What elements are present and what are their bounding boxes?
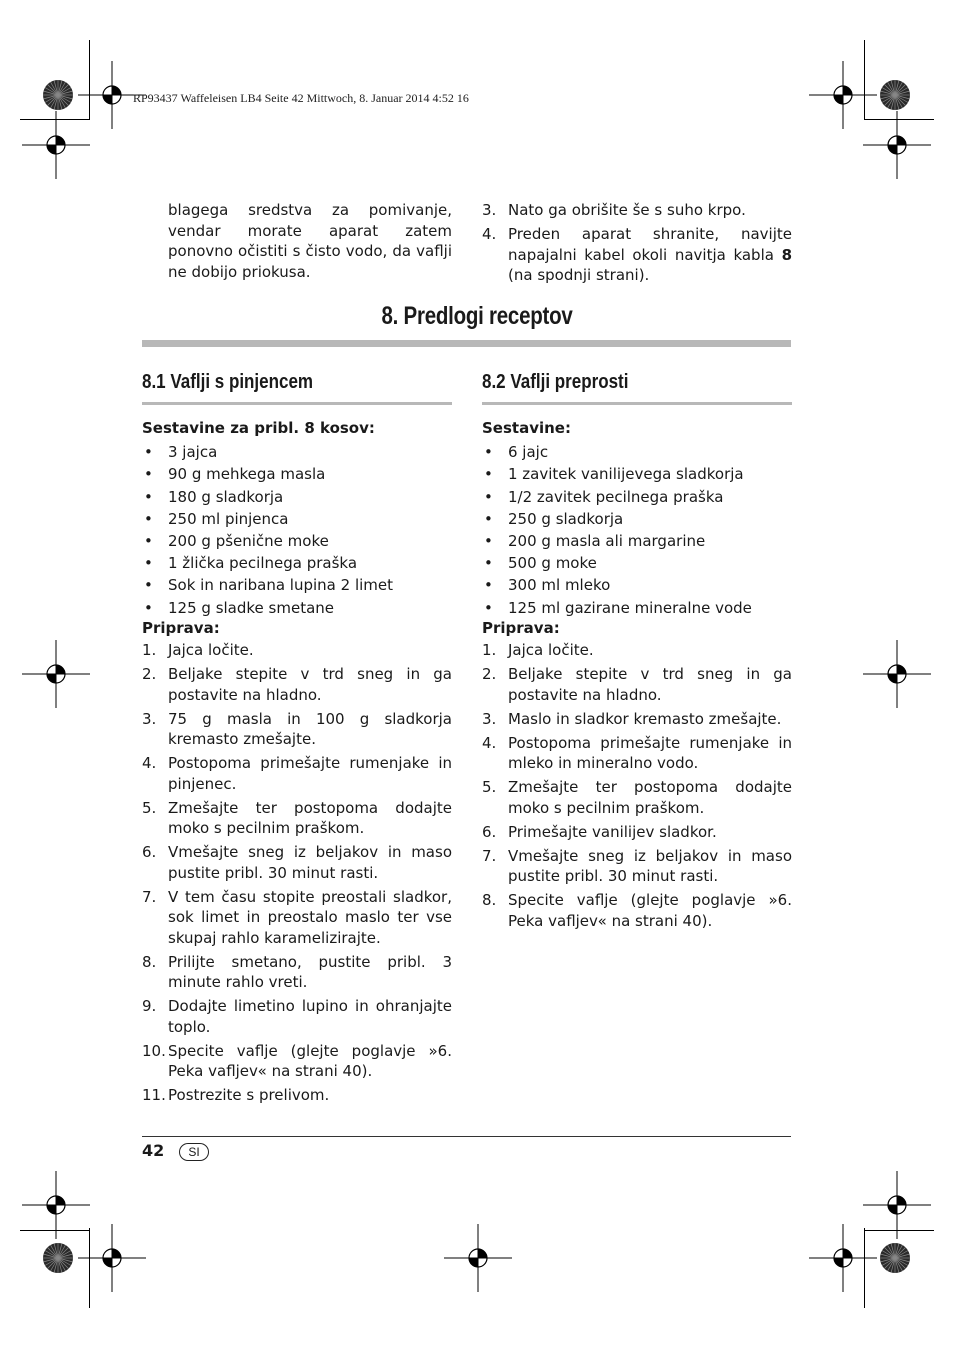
section-right-body: [482, 417, 792, 641]
color-starburst-icon: [879, 1242, 911, 1274]
step-item: 2. Beljake stepite v trd sneg in ga postavite na hladno.: [482, 665, 792, 704]
ingredient-item: • 90 g mehkega masla: [142, 463, 452, 485]
intro-step: 4. Preden aparat shranite, navijte napajalni kabel okoli navitja kabla 8 (na spodnji strani).: [482, 225, 792, 284]
ingredients-list: [142, 441, 452, 619]
ingredient-item: • 250 g sladkorja: [482, 508, 792, 530]
ingredient-item: • 300 ml mleko: [482, 574, 792, 596]
ingredients-heading: Sestavine:: [482, 419, 571, 437]
section-rule-right: [482, 402, 792, 405]
ingredient-item: • 250 ml pinjenca: [142, 508, 452, 530]
step-item: 10. Specite vaflje (glejte poglavje »6. Peka vafljev« na strani 40).: [142, 1041, 452, 1080]
ingredient-item: • 3 jajca: [142, 441, 452, 463]
ingredient-item: • 125 g sladke smetane: [142, 597, 452, 619]
step-item: 6. Vmešajte sneg iz beljakov in maso pustite pribl. 30 minut rasti.: [142, 843, 452, 882]
color-starburst-icon: [879, 79, 911, 111]
step-item: 1. Jajca ločite.: [142, 641, 254, 659]
step-item: 3. Maslo in sladkor kremasto zmešajte.: [482, 709, 782, 728]
print-header: RP93437 Waffeleisen LB4 Seite 42 Mittwoch, 8. Januar 2014 4:52 16: [133, 91, 469, 105]
bullet-icon: •: [144, 576, 153, 595]
registration-crosshair-icon: [22, 640, 90, 708]
bullet-icon: •: [484, 554, 493, 573]
step-item: 8. Specite vaflje (glejte poglavje »6. Peka vafljev« na strani 40).: [482, 891, 792, 930]
prep-heading: Priprava:: [142, 618, 220, 637]
registration-crosshair-icon: [809, 1224, 877, 1292]
prep-heading: Priprava:: [482, 618, 560, 637]
color-starburst-icon: [42, 79, 74, 111]
bullet-icon: •: [144, 487, 153, 506]
ingredient-item: • 1/2 zavitek pecilnega praška: [482, 486, 792, 508]
section-rule-left: [142, 402, 452, 405]
section-right-steps: [482, 640, 792, 935]
bullet-icon: •: [484, 576, 493, 595]
color-starburst-icon: [42, 1242, 74, 1274]
registration-crosshair-icon: [863, 640, 931, 708]
step-item: 7. V tem času stopite preostali sladkor, sok limet in preostalo maslo ter vse skupaj rahlo karamelizirajte.: [142, 887, 452, 947]
ingredient-item: • 125 ml gazirane mineralne vode: [482, 597, 792, 619]
ingredients-list: [482, 441, 792, 619]
step-item: 5. Zmešajte ter postopoma dodajte moko s pecilnim praškom.: [482, 778, 792, 817]
section-title-right: 8.2 Vaflji preprosti: [482, 371, 629, 393]
bullet-icon: •: [144, 509, 153, 528]
ingredient-item: • 200 g pšenične moke: [142, 530, 452, 552]
step-item: 8. Prilijte smetano, pustite pribl. 3 minute rahlo vreti.: [142, 952, 452, 991]
bullet-icon: •: [144, 554, 153, 573]
bullet-icon: •: [144, 465, 153, 484]
step-item: 7. Vmešajte sneg iz beljakov in maso pustite pribl. 30 minut rasti.: [482, 846, 792, 885]
ingredient-item: • 500 g moke: [482, 552, 792, 574]
steps-list: [142, 640, 452, 1106]
step-item: 4. Postopoma primešajte rumenjake in mleko in mineralno vodo.: [482, 733, 792, 772]
step-item: 1. Jajca ločite.: [482, 641, 594, 659]
page-number: 42: [142, 1141, 165, 1160]
crop-mark: [864, 1228, 865, 1308]
crop-mark: [864, 1230, 934, 1231]
steps-list: [482, 640, 792, 931]
registration-crosshair-icon: [22, 111, 90, 179]
language-badge: SI: [179, 1143, 209, 1161]
step-item: 5. Zmešajte ter postopoma dodajte moko s pecilnim praškom.: [142, 798, 452, 837]
ingredients-heading: Sestavine za pribl. 8 kosov:: [142, 419, 375, 437]
bullet-icon: •: [484, 509, 493, 528]
crop-mark: [20, 119, 90, 120]
bullet-icon: •: [484, 487, 493, 506]
intro-left-text: blagega sredstva za pomivanje, vendar morate aparat zatem ponovno očistiti s čisto vodo, da vaflji ne dobijo priokusa.: [168, 201, 452, 281]
intro-right: [482, 200, 792, 289]
ingredient-item: • 6 jajc: [482, 441, 792, 463]
crop-mark: [89, 40, 90, 120]
ingredient-item: • 200 g masla ali margarine: [482, 530, 792, 552]
title-bar: [142, 340, 791, 347]
step-item: 2. Beljake stepite v trd sneg in ga postavite na hladno.: [142, 665, 452, 704]
ingredient-item: • 1 zavitek vanilijevega sladkorja: [482, 463, 792, 485]
step-item: 3. 75 g masla in 100 g sladkorja kremasto zmešajte.: [142, 709, 452, 748]
page-title: 8. Predlogi receptov: [381, 302, 573, 330]
crop-mark: [864, 40, 865, 120]
section-title-left: 8.1 Vaflji s pinjencem: [142, 371, 314, 393]
ingredient-item: • Sok in naribana lupina 2 limet: [142, 574, 452, 596]
step-item: 6. Primešajte vanilijev sladkor.: [482, 822, 717, 841]
ingredient-item: • 1 žlička pecilnega praška: [142, 552, 452, 574]
intro-step: 3. Nato ga obrišite še s suho krpo.: [482, 201, 746, 219]
step-item: 11. Postrezite s prelivom.: [142, 1086, 330, 1104]
ingredient-item: • 180 g sladkorja: [142, 486, 452, 508]
bullet-icon: •: [144, 598, 153, 617]
step-item: 4. Postopoma primešajte rumenjake in pinjenec.: [142, 754, 452, 793]
bullet-icon: •: [484, 465, 493, 484]
bullet-icon: •: [484, 443, 493, 462]
bullet-icon: •: [144, 443, 153, 462]
registration-crosshair-icon: [863, 111, 931, 179]
section-left-steps: [142, 640, 452, 1109]
step-item: 9. Dodajte limetino lupino in ohranjajte toplo.: [142, 997, 452, 1036]
section-left-body: [142, 417, 452, 641]
bullet-icon: •: [484, 598, 493, 617]
footer-rule: [142, 1136, 791, 1137]
crop-mark: [20, 1230, 90, 1231]
bullet-icon: •: [144, 532, 153, 551]
registration-crosshair-icon: [444, 1224, 512, 1292]
crop-mark: [864, 119, 934, 120]
crop-mark: [89, 1228, 90, 1308]
bullet-icon: •: [484, 532, 493, 551]
